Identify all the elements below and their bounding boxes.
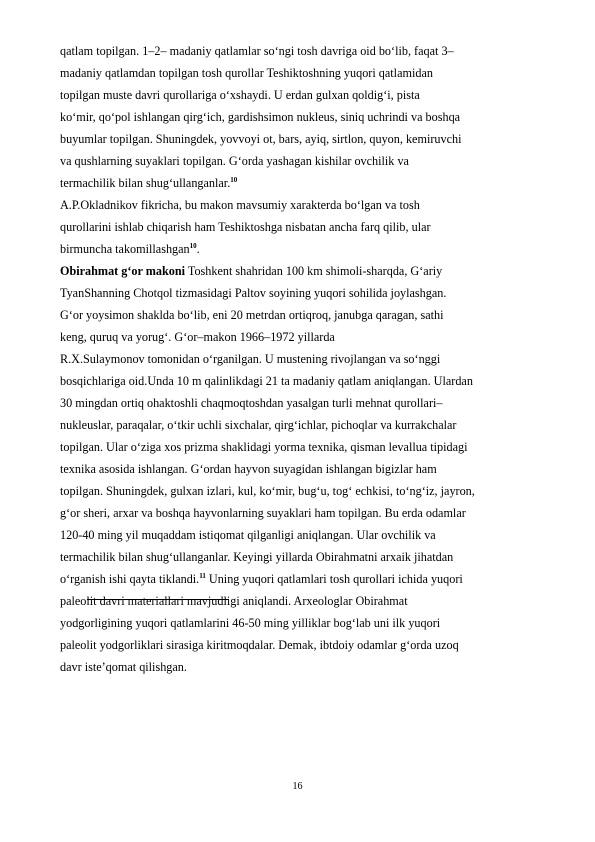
text-line: ko‘mir, qo‘pol ishlangan qirg‘ich, gardishsimon nukleus, siniq uchrindi va boshqa — [60, 110, 461, 124]
text-line: texnika asosida ishlangan. G‘ordan hayvon suyagidan ishlangan bigizlar ham — [60, 462, 437, 476]
text-line: G‘or yoysimon shaklda bo‘lib, eni 20 metrdan ortiqroq, janubga qaragan, sathi — [60, 308, 444, 322]
text-line: 30 mingdan ortiq ohaktoshli chaqmoqtoshdan yasalgan turli mehnat qurollari– — [60, 396, 443, 410]
text-line: termachilik bilan shug‘ullanganlar.$^{10}$ — [60, 175, 238, 190]
footnote-ref[interactable]: 10 — [230, 175, 238, 184]
text-line: qatlam topilgan. 1–2– madaniy qatlamlar so‘ngi tosh davriga oid bo‘lib, faqat 3– — [60, 44, 454, 58]
text-line: bosqichlariga oid.Unda 10 m qalinlikdagi 21 ta madaniy qatlam aniqlangan. Ulardan — [60, 374, 473, 388]
text-line: o‘rganish ishi qayta tiklandi.$^{11}$ Uning yuqori qatlamlari tosh qurollari ichida yuqori — [60, 571, 463, 586]
text-line: R.X.Sulaymonov tomonidan o‘rganilgan. U mustening rivojlangan va so‘nggi — [60, 352, 441, 366]
text-line: TyanShanning Chotqol tizmasidagi Paltov soyining yuqori sohilida joylashgan. — [60, 286, 447, 300]
text-line: g‘or sheri, arxar va boshqa hayvonlarning suyaklari ham topilgan. Bu erda odamlar — [60, 506, 466, 520]
text-line: termachilik bilan shug‘ullanganlar. Keyingi yillarda Obirahmatni arxaik jihatdan — [60, 550, 454, 564]
text-line: davr iste’qomat qilishgan. — [60, 660, 187, 674]
text-line: va qushlarning suyaklari topilgan. G‘orda yashagan kishilar ovchilik va — [60, 154, 409, 168]
text-line: paleolit yodgorliklari sirasiga kiritmoqdalar. Demak, ibtdoiy odamlar g‘orda uzoq — [60, 638, 459, 652]
text-line: topilgan muste davri qurollariga o‘xshaydi. U erdan gulxan qoldig‘i, pista — [60, 88, 420, 102]
page-number: 16 — [292, 781, 303, 792]
text-line: nukleuslar, paraqalar, o‘tkir uchli sixchalar, qirg‘ichlar, pichoqlar va kurrakchalar — [60, 418, 457, 432]
footnote-ref[interactable]: 11 — [199, 571, 206, 580]
text-line: 120-40 ming yil muqaddam istiqomat qilganligi aniqlangan. Ular ovchilik va — [60, 528, 436, 542]
section-heading-line: Obirahmat g‘or makoni Toshkent shahridan 100 km shimoli-sharqda, G‘ariy — [60, 264, 443, 278]
text-line: topilgan. Ular o‘ziga xos prizma shaklidagi yorma texnika, qisman levallua tipidagi — [60, 440, 468, 454]
text-line: qurollarini ishlab chiqarish ham Teshiktoshga nisbatan ancha farq qilib, ular — [60, 220, 431, 234]
section-heading: Obirahmat g‘or makoni — [60, 264, 186, 278]
text-line: yodgorligining yuqori qatlamlarini 46-50 ming yilliklar bog‘lab uni ilk yuqori — [60, 616, 441, 630]
text-line: paleolit davri materiallari mavjudligi aniqlandi. Arxeologlar Obirahmat — [60, 594, 408, 608]
text-line: birmuncha takomillashgan$^{10}$. — [60, 241, 200, 256]
text-line: A.P.Okladnikov fikricha, bu makon mavsumiy xarakterda bo‘lgan va tosh — [60, 198, 420, 212]
text-line: keng, quruq va yorug‘. G‘or–makon 1966–1972 yillarda — [60, 330, 335, 344]
footnote-ref[interactable]: 10 — [189, 241, 197, 250]
text-line: buyumlar topilgan. Shuningdek, yovvoyi ot, bars, ayiq, sirtlon, quyon, kemiruvchi — [60, 132, 462, 146]
footnote-separator — [87, 599, 229, 600]
text-line: topilgan. Shuningdek, gulxan izlari, kul, ko‘mir, bug‘u, tog‘ echkisi, to‘ng‘iz, jayron, — [60, 484, 475, 498]
text-line: madaniy qatlamdan topilgan tosh qurollar Teshiktoshning yuqori qatlamidan — [60, 66, 433, 80]
